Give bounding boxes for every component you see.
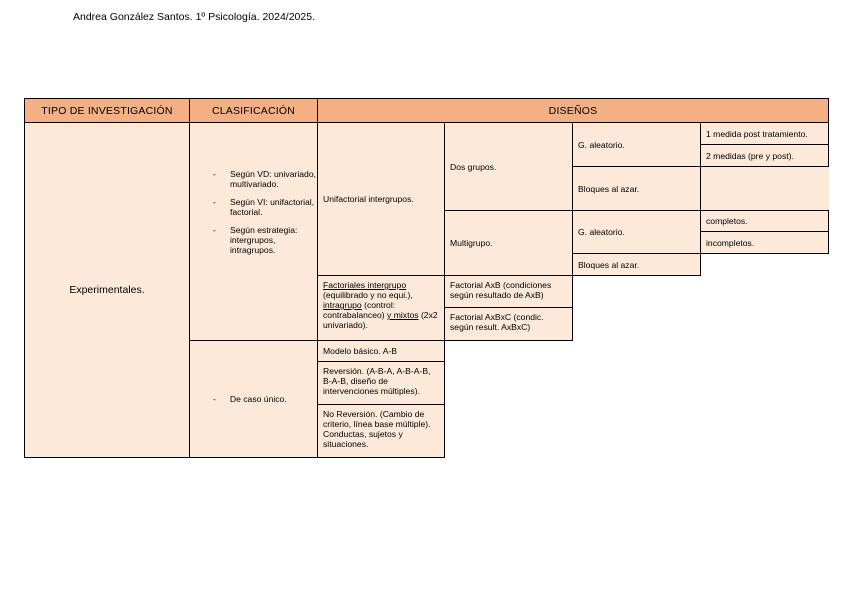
header-disenos: DISEÑOS — [317, 98, 829, 123]
tipo-experimentales: Experimentales. — [24, 122, 190, 458]
diseno-multigrupo: Multigrupo. — [444, 210, 573, 276]
clasificacion-item-vd: - Según VD: univariado, multivariado. — [210, 169, 317, 189]
diseno-bloques-2: Bloques al azar. — [572, 253, 701, 276]
diseno-factorial-axbxc: Factorial AxBxC (condic. según result. AxBxC) — [444, 307, 573, 341]
diseno-modelo-basico: Modelo básico. A-B — [317, 340, 445, 362]
diseno-factorial-axb: Factorial AxB (condiciones según resultado de AxB) — [444, 275, 573, 308]
diseno-incompletos: incompletos. — [700, 231, 829, 254]
diseno-g-aleatorio-1: G. aleatorio. — [572, 122, 701, 167]
diseno-dos-grupos: Dos grupos. — [444, 122, 573, 211]
factoriales-intergrupo-detail: (equilibrado y no equi.), — [323, 290, 413, 300]
caso-unico-item: - De caso único. — [213, 394, 287, 404]
author-line: Andrea González Santos. 1º Psicología. 2024/2025. — [73, 11, 315, 23]
factoriales-intragrupo-label: intragrupo — [323, 300, 362, 310]
diseno-medida-post: 1 medida post tratamiento. — [700, 122, 829, 145]
clasificacion-caso-unico — [189, 340, 318, 458]
clasificacion-item-estrategia: - Según estrategia: intergrupos, intragrupos. — [210, 225, 317, 255]
diseno-blank-cell — [700, 166, 829, 211]
diseno-bloques-1: Bloques al azar. — [572, 166, 701, 211]
factoriales-intragrupo-detail: (control: contrabalanceo) — [323, 300, 396, 320]
header-clasificacion: CLASIFICACIÓN — [189, 98, 318, 123]
header-tipo: TIPO DE INVESTIGACIÓN — [24, 98, 190, 123]
diseno-no-reversion: No Reversión. (Cambio de criterio, línea base múltiple). Conductas, sujetos y situaciones. — [317, 404, 445, 458]
diseno-factoriales — [317, 275, 445, 341]
clasificacion-item-vi: - Según VI: unifactorial, factorial. — [210, 197, 317, 217]
factoriales-mixtos-label: y mixtos — [387, 310, 419, 320]
clasificacion-list — [210, 169, 317, 255]
factoriales-intergrupo-label: Factoriales intergrupo — [323, 280, 407, 290]
diseno-completos: completos. — [700, 210, 829, 232]
caso-unico-label: De caso único. — [229, 394, 287, 404]
diseno-unifactorial: Unifactorial intergrupos. — [317, 122, 445, 276]
diseno-g-aleatorio-2: G. aleatorio. — [572, 210, 701, 254]
clasificacion-experimental — [189, 122, 318, 341]
diseno-medidas-pre-post: 2 medidas (pre y post). — [700, 144, 829, 167]
factoriales-mixtos-detail: (2x2 univariado). — [323, 310, 438, 330]
diseno-reversion: Reversión. (A-B-A, A-B-A-B, B-A-B, diseño de intervenciones múltiples). — [317, 361, 445, 405]
